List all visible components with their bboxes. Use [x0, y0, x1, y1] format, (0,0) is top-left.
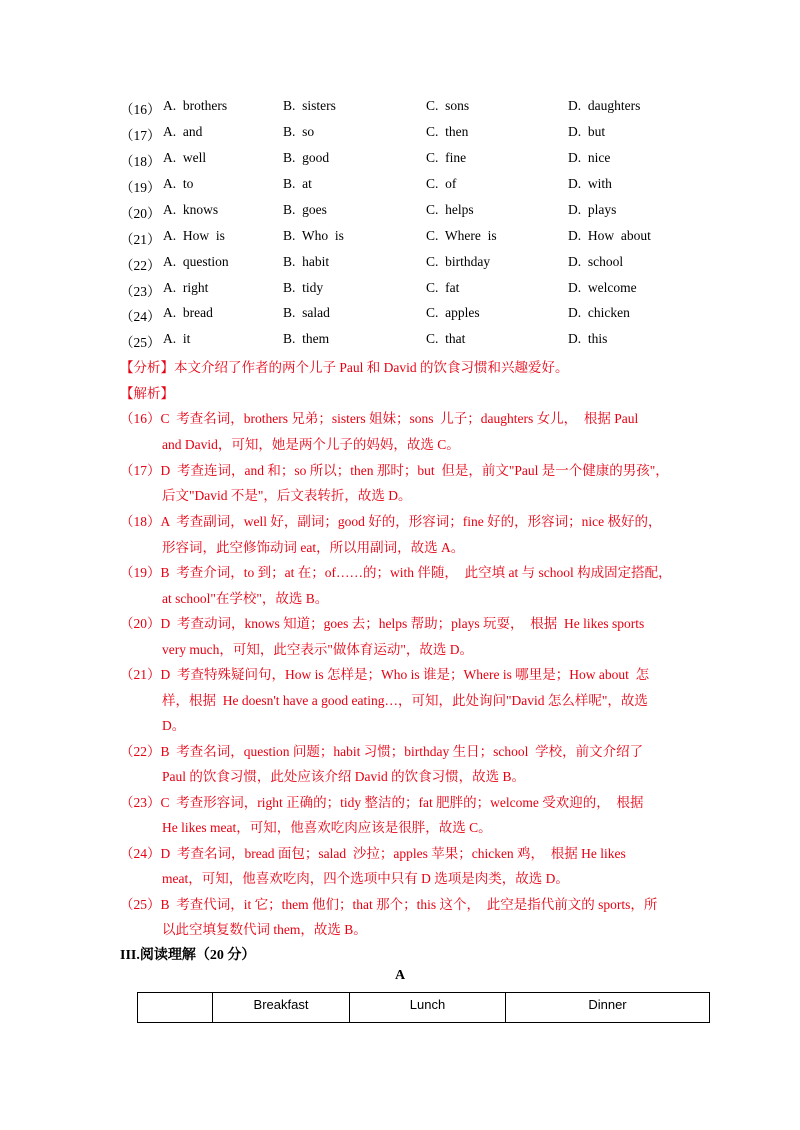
explanation-header: 【解析】 [120, 386, 174, 401]
option-b: B. habit [283, 254, 330, 269]
option-row-22 [0, 254, 800, 280]
option-c: C. that [426, 331, 466, 346]
explanation-line: and David，可知，她是两个儿子的妈妈，故选 C。 [162, 437, 460, 452]
option-b: B. sisters [283, 98, 336, 113]
explanation-line: （17）D 考查连词，and 和；so 所以；then 那时；but 但是，前文"Paul 是一个健康的男孩"， [120, 463, 669, 478]
option-row-19 [0, 176, 800, 202]
option-d: D. welcome [568, 280, 637, 295]
explanation-line: at school"在学校"，故选 B。 [162, 591, 329, 606]
question-number: （17） [120, 128, 161, 143]
table-header-cell: Dinner [506, 993, 710, 1023]
explanation-line: （23）C 考查形容词，right 正确的；tidy 整洁的；fat 肥胖的；welcome 受欢迎的， 根据 [120, 795, 644, 810]
explanation-line: D。 [162, 718, 186, 733]
option-c: C. Where is [426, 228, 497, 243]
question-number: （23） [120, 284, 161, 299]
question-number: （24） [120, 309, 161, 324]
option-a: A. brothers [163, 98, 228, 113]
option-d: D. school [568, 254, 624, 269]
option-d: D. daughters [568, 98, 641, 113]
option-row-23 [0, 280, 800, 306]
explanation-line: 样，根据 He doesn't have a good eating…，可知，此处询问"David 怎么样呢"，故选 [162, 693, 648, 708]
option-b: B. goes [283, 202, 327, 217]
option-row-17 [0, 124, 800, 150]
explanation-line: （22）B 考查名词，question 问题；habit 习惯；birthday 生日；school 学校，前文介绍了 [120, 744, 644, 759]
option-c: C. fine [426, 150, 467, 165]
passage-label: A [394, 968, 406, 983]
option-b: B. them [283, 331, 330, 346]
table-header-cell [138, 993, 213, 1023]
question-number: （25） [120, 335, 161, 350]
question-number: （16） [120, 102, 161, 117]
option-c: C. birthday [426, 254, 491, 269]
option-d: D. with [568, 176, 612, 191]
option-c: C. of [426, 176, 457, 191]
question-number: （19） [120, 180, 161, 195]
option-d: D. How about [568, 228, 651, 243]
option-a: A. and [163, 124, 203, 139]
question-number: （20） [120, 206, 161, 221]
explanation-line: （16）C 考查名词，brothers 兄弟；sisters 姐妹；sons 儿子；daughters 女儿， 根据 Paul [120, 411, 639, 426]
option-d: D. plays [568, 202, 617, 217]
option-c: C. then [426, 124, 469, 139]
option-d: D. chicken [568, 305, 630, 320]
explanation-line: （18）A 考查副词，well 好，副词；good 好的，形容词；fine 好的，形容词；nice 极好的， [120, 514, 662, 529]
option-d: D. this [568, 331, 608, 346]
option-d: D. nice [568, 150, 611, 165]
option-a: A. knows [163, 202, 219, 217]
explanation-line: （20）D 考查动词，knows 知道；goes 去；helps 帮助；plays 玩耍， 根据 He likes sports [120, 616, 645, 631]
option-b: B. at [283, 176, 312, 191]
explanation-line: （21）D 考查特殊疑问句，How is 怎样是；Who is 谁是；Where is 哪里是；How about 怎 [120, 667, 650, 682]
option-row-16 [0, 98, 800, 124]
option-row-20 [0, 202, 800, 228]
option-c: C. helps [426, 202, 474, 217]
option-row-25 [0, 331, 800, 357]
option-a: A. well [163, 150, 207, 165]
option-b: B. tidy [283, 280, 324, 295]
option-a: A. question [163, 254, 229, 269]
explanation-line: 后文"David 不是"，后文表转折，故选 D。 [162, 488, 412, 503]
option-a: A. How is [163, 228, 225, 243]
meal-table [137, 992, 710, 1023]
explanation-line: （24）D 考查名词，bread 面包；salad 沙拉；apples 苹果；chicken 鸡， 根据 He likes [120, 846, 626, 861]
explanation-line: （25）B 考查代词，it 它；them 他们；that 那个；this 这个， 此空是指代前文的 sports，所 [120, 897, 658, 912]
option-b: B. so [283, 124, 315, 139]
option-a: A. to [163, 176, 194, 191]
option-row-18 [0, 150, 800, 176]
table-header-cell: Lunch [350, 993, 506, 1023]
option-row-21 [0, 228, 800, 254]
explanation-line: 形容词，此空修饰动词 eat，所以用副词，故选 A。 [162, 540, 465, 555]
option-a: A. bread [163, 305, 213, 320]
table-header-cell: Breakfast [213, 993, 350, 1023]
option-a: A. it [163, 331, 191, 346]
option-c: C. apples [426, 305, 480, 320]
explanation-line: He likes meat，可知，他喜欢吃肉应该是很胖，故选 C。 [162, 820, 492, 835]
explanation-line: （19）B 考查介词，to 到；at 在；of……的；with 伴随， 此空填 at 与 school 构成固定搭配， [120, 565, 672, 580]
option-c: C. sons [426, 98, 470, 113]
explanation-line: 以此空填复数代词 them，故选 B。 [162, 922, 367, 937]
option-b: B. salad [283, 305, 330, 320]
table-header-row [138, 993, 710, 1023]
question-number: （22） [120, 258, 161, 273]
option-c: C. fat [426, 280, 460, 295]
question-number: （18） [120, 154, 161, 169]
option-b: B. good [283, 150, 330, 165]
option-b: B. Who is [283, 228, 344, 243]
section-title: III.阅读理解（20 分） [120, 948, 256, 963]
option-d: D. but [568, 124, 606, 139]
option-a: A. right [163, 280, 209, 295]
explanation-line: meat，可知，他喜欢吃肉，四个选项中只有 D 选项是肉类，故选 D。 [162, 871, 569, 886]
explanation-line: Paul 的饮食习惯，此处应该介绍 David 的饮食习惯，故选 B。 [162, 769, 525, 784]
question-number: （21） [120, 232, 161, 247]
option-row-24 [0, 305, 800, 331]
explanation-line: very much，可知，此空表示"做体育运动"，故选 D。 [162, 642, 474, 657]
analysis-text: 【分析】本文介绍了作者的两个儿子 Paul 和 David 的饮食习惯和兴趣爱好。 [120, 360, 569, 375]
